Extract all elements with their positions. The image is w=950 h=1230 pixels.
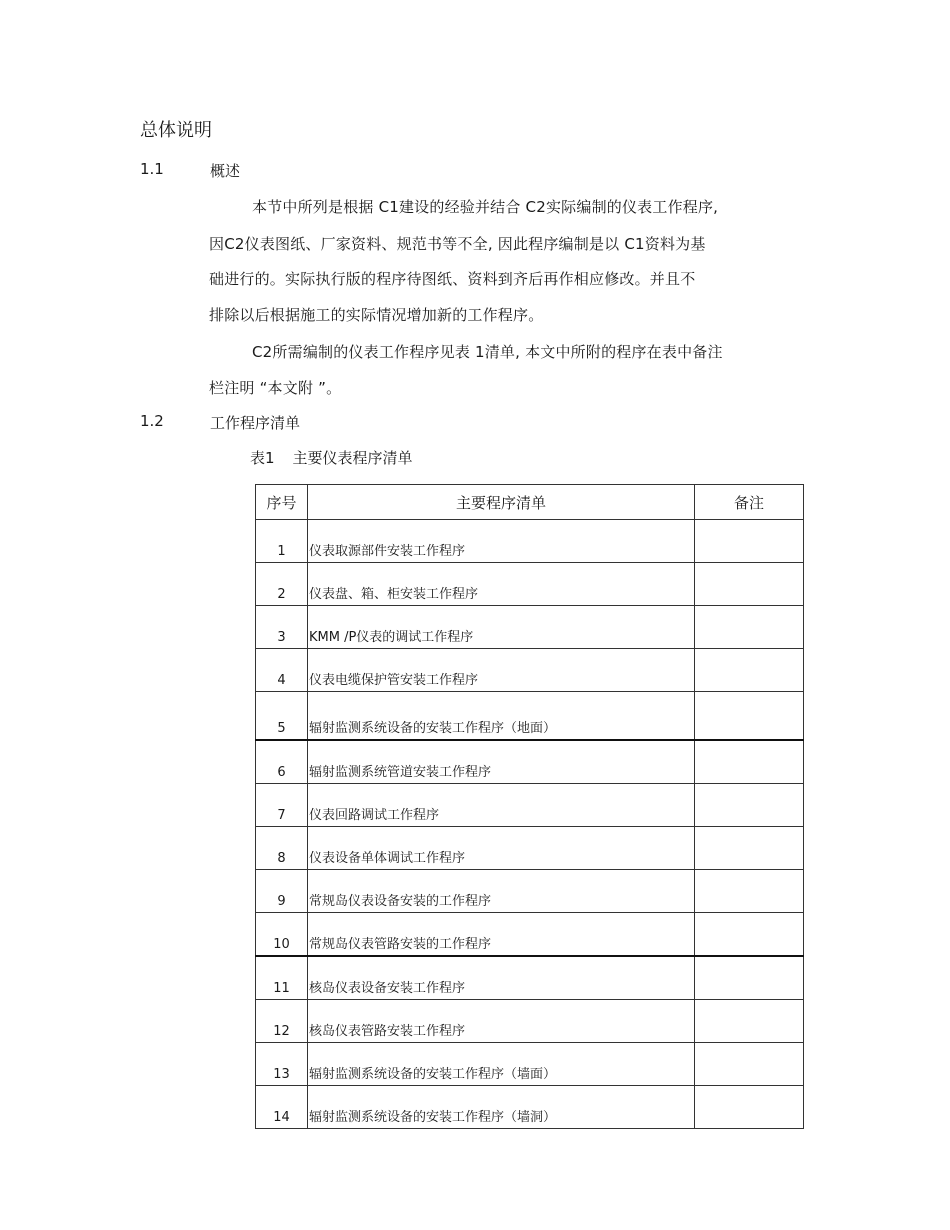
row-number: 11 (256, 956, 308, 1000)
row-number: 14 (256, 1086, 308, 1129)
row-program-name: 仪表回路调试工作程序 (308, 784, 695, 827)
row-number: 3 (256, 606, 308, 649)
row-program-name: 辐射监测系统设备的安装工作程序（墙洞） (308, 1086, 695, 1129)
header-program: 主要程序清单 (308, 485, 695, 520)
row-program-name: 辐射监测系统设备的安装工作程序（地面） (308, 692, 695, 741)
row-number: 6 (256, 740, 308, 784)
row-number: 5 (256, 692, 308, 741)
paragraph-line: 础进行的。实际执行版的程序待图纸、资料到齐后再作相应修改。并且不 (209, 270, 696, 288)
row-program-name: 核岛仪表设备安装工作程序 (308, 956, 695, 1000)
table-row (256, 649, 804, 692)
row-program-name: 仪表取源部件安装工作程序 (308, 520, 695, 563)
row-note (695, 913, 804, 957)
table-row (256, 956, 804, 1000)
row-program-name: 辐射监测系统管道安装工作程序 (308, 740, 695, 784)
row-number: 4 (256, 649, 308, 692)
table-row (256, 1000, 804, 1043)
paragraph-line: C2所需编制的仪表工作程序见表 1清单, 本文中所附的程序在表中备注 (252, 343, 723, 361)
row-note (695, 649, 804, 692)
row-note (695, 1043, 804, 1086)
table-row (256, 1043, 804, 1086)
row-program-name: 辐射监测系统设备的安装工作程序（墙面） (308, 1043, 695, 1086)
header-index: 序号 (256, 485, 308, 520)
row-note (695, 563, 804, 606)
row-note (695, 1000, 804, 1043)
row-number: 13 (256, 1043, 308, 1086)
section-2-number: 1.2 (140, 412, 164, 430)
table-row (256, 692, 804, 741)
row-number: 7 (256, 784, 308, 827)
row-number: 9 (256, 870, 308, 913)
table-row (256, 870, 804, 913)
row-number: 1 (256, 520, 308, 563)
table-caption-label: 表1 (250, 449, 275, 467)
row-note (695, 870, 804, 913)
table-row (256, 913, 804, 957)
table-caption (250, 447, 413, 468)
paragraph-line: 栏注明 “本文附 ”。 (209, 379, 342, 397)
row-number: 2 (256, 563, 308, 606)
section-1-number: 1.1 (140, 160, 164, 178)
row-note (695, 1086, 804, 1129)
row-program-name: 常规岛仪表设备安装的工作程序 (308, 870, 695, 913)
row-note (695, 740, 804, 784)
table-row (256, 563, 804, 606)
program-list-table (255, 484, 804, 1129)
row-note (695, 520, 804, 563)
paragraph-line: 排除以后根据施工的实际情况增加新的工作程序。 (209, 306, 544, 324)
table-row (256, 520, 804, 563)
row-program-name: KMM /P仪表的调试工作程序 (308, 606, 695, 649)
row-program-name: 仪表电缆保护管安装工作程序 (308, 649, 695, 692)
row-program-name: 核岛仪表管路安装工作程序 (308, 1000, 695, 1043)
table-row (256, 784, 804, 827)
section-1-title: 概述 (210, 162, 241, 180)
table-row (256, 740, 804, 784)
table-row (256, 606, 804, 649)
table-caption-title: 主要仪表程序清单 (292, 449, 413, 467)
row-number: 12 (256, 1000, 308, 1043)
paragraph-line: 本节中所列是根据 C1建设的经验并结合 C2实际编制的仪表工作程序, (252, 198, 719, 216)
table-header-row (256, 485, 804, 520)
header-note: 备注 (695, 485, 804, 520)
row-number: 10 (256, 913, 308, 957)
row-note (695, 606, 804, 649)
row-program-name: 仪表盘、箱、柜安装工作程序 (308, 563, 695, 606)
section-2-title: 工作程序清单 (210, 414, 301, 432)
row-note (695, 827, 804, 870)
paragraph-line: 因C2仪表图纸、厂家资料、规范书等不全, 因此程序编制是以 C1资料为基 (209, 235, 706, 253)
row-note (695, 956, 804, 1000)
table-row (256, 827, 804, 870)
row-number: 8 (256, 827, 308, 870)
table-row (256, 1086, 804, 1129)
row-program-name: 常规岛仪表管路安装的工作程序 (308, 913, 695, 957)
row-note (695, 692, 804, 741)
document-title: 总体说明 (140, 120, 212, 141)
row-program-name: 仪表设备单体调试工作程序 (308, 827, 695, 870)
row-note (695, 784, 804, 827)
